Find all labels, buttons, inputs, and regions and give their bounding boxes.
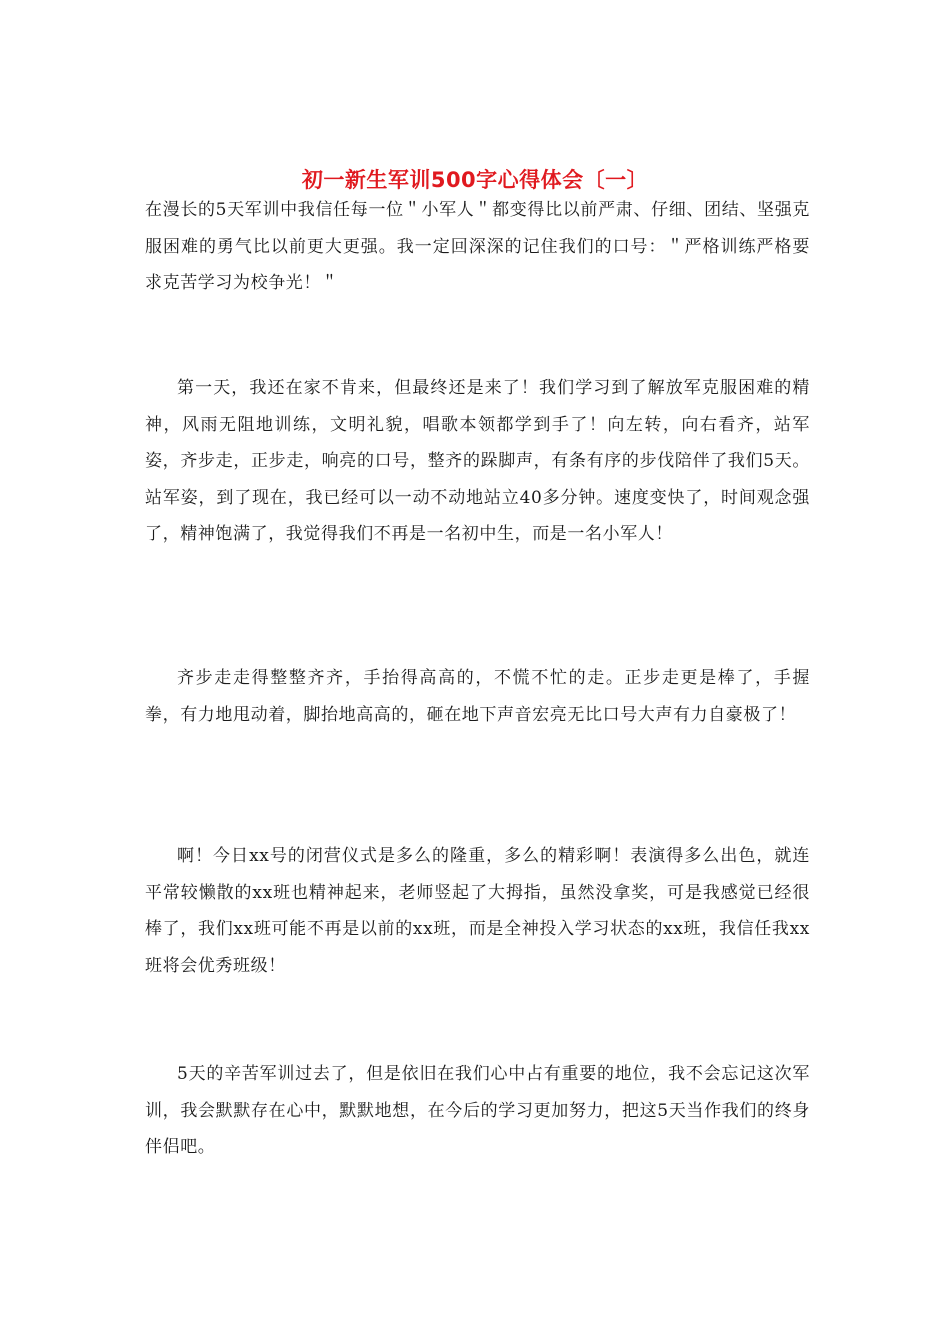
document-title: 初一新生军训500字心得体会〔一〕 (301, 168, 649, 193)
paragraph-conclusion: 5天的辛苦军训过去了，但是依旧在我们心中占有重要的地位，我不会忘记这次军训，我会默默存在心中，默默地想，在今后的学习更加努力，把这5天当作我们的终身伴侣吧。 (145, 1064, 810, 1157)
paragraph-closing-ceremony: 啊！今日xx号的闭营仪式是多么的隆重，多么的精彩啊！表演得多么出色，就连平常较懒散的xx班也精神起来，老师竖起了大拇指，虽然没拿奖，可是我感觉已经很棒了，我们xx班可能不再是以前的xx班，而是全神投入学习状态的xx班，我信任我xx班将会优秀班级！ (145, 846, 810, 976)
paragraph-intro: 在漫长的5天军训中我信任每一位＂小军人＂都变得比以前严肃、仔细、团结、坚强克服困难的勇气比以前更大更强。我一定回深深的记住我们的口号：＂严格训练严格要求克苦学习为校争光！＂ (145, 200, 810, 293)
paragraph-first-day: 第一天，我还在家不肯来，但最终还是来了！我们学习到了解放军克服困难的精神，风雨无阻地训练，文明礼貌，唱歌本领都学到手了！向左转，向右看齐，站军姿，齐步走，正步走，响亮的口号，整齐的跺脚声，有条有序的步伐陪伴了我们5天。站军姿，到了现在，我已经可以一动不动地站立40多分钟。速度变快了，时间观念强了，精神饱满了，我觉得我们不再是一名初中生，而是一名小军人！ (145, 378, 810, 544)
paragraph-marching: 齐步走走得整整齐齐，手抬得高高的，不慌不忙的走。正步走更是棒了，手握拳，有力地甩动着，脚抬地高高的，砸在地下声音宏亮无比口号大声有力自豪极了！ (145, 668, 810, 725)
